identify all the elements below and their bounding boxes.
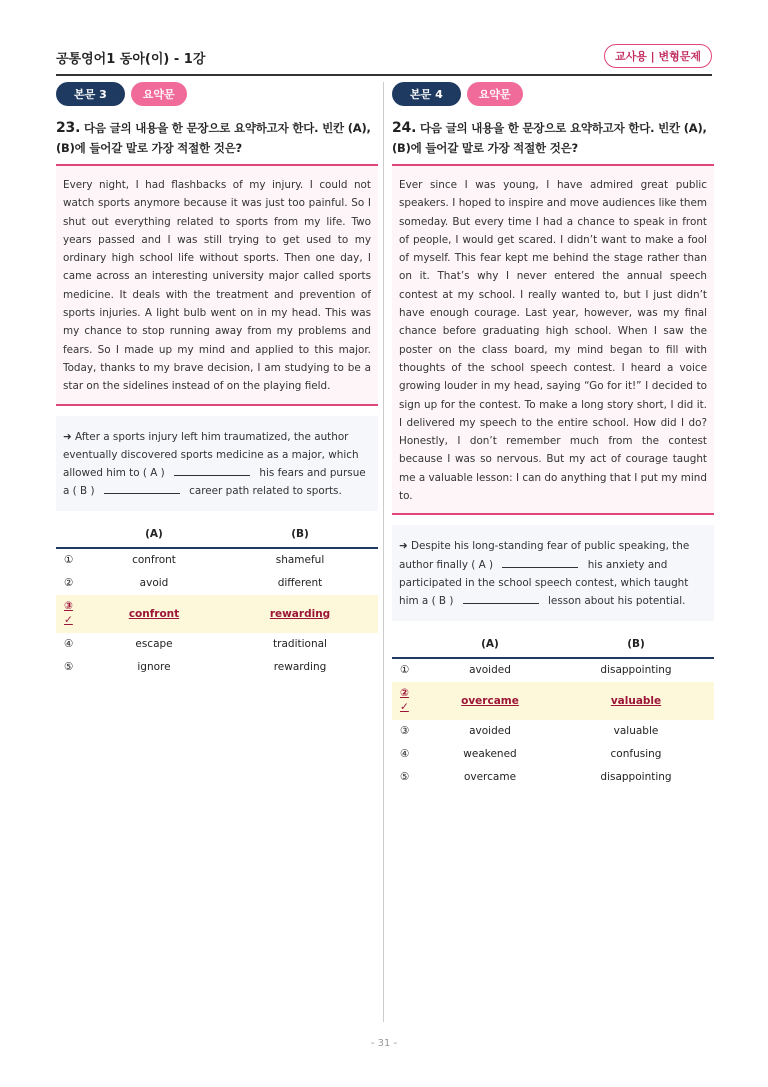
blank-a (502, 567, 578, 568)
summary-part-3: career path related to sports. (189, 485, 342, 498)
choice-number: ③ ✓ (64, 599, 73, 626)
choice-number: ② (64, 576, 74, 589)
choice-number: ⑤ (400, 770, 410, 783)
choice-number: ④ (64, 637, 74, 650)
choices-table (56, 523, 378, 679)
question-number: 24. (392, 120, 417, 136)
choice-b: shameful (275, 553, 325, 566)
question-23 (56, 82, 378, 679)
header-b: (B) (291, 527, 309, 540)
choice-a: avoided (469, 663, 511, 676)
type-pill: 요약문 (467, 82, 523, 106)
choice-b: confusing (610, 747, 662, 760)
type-pill: 요약문 (131, 82, 187, 106)
question-number: 23. (56, 120, 81, 136)
choices-table (392, 633, 714, 789)
choice-row[interactable] (56, 572, 378, 595)
check-icon: ✓ (400, 700, 409, 713)
header-a: (A) (145, 527, 163, 540)
summary-sentence (392, 525, 714, 620)
column-divider (383, 82, 384, 1022)
choice-b: disappointing (600, 770, 672, 783)
question-prompt (56, 118, 378, 166)
passage-text: Every night, I had flashbacks of my injury. I could not watch sports anymore because it was just too painful. So I shut out everything related to sports from my life. Two years passed and I was still trying to get used to my ordinary high school life without sports. Then one day, I came across an interesting university major called sports medicine. It deals with the treatment and prevention of sports injuries. A light bulb went on in my head. This was my chance to stop running away from my problems and fears. So I made up my mind and applied to this major. Today, thanks to my brave decision, I am studying to be a star on the sidelines instead of on the playing field. (56, 166, 378, 406)
choice-number: ① (64, 553, 74, 566)
choice-b: different (277, 576, 323, 589)
choice-a: ignore (137, 660, 171, 673)
header-a: (A) (481, 637, 499, 650)
question-prompt (392, 118, 714, 166)
summary-sentence (56, 416, 378, 511)
choice-a: overcame (461, 694, 519, 707)
summary-part-1: ➜ Despite his long-standing fear of public speaking, the author finally ( A ) (399, 540, 690, 571)
question-tags (56, 82, 378, 106)
choices-header (56, 523, 378, 549)
page-title: 공통영어1 동아(이) - 1강 (56, 52, 206, 67)
choice-a: avoided (469, 724, 511, 737)
section-pill: 본문 3 (56, 82, 125, 106)
question-text: 다음 글의 내용을 한 문장으로 요약하고자 한다. 빈칸 (A), (B)에 들어갈 말로 가장 적절한 것은? (392, 121, 707, 155)
choice-b: valuable (610, 694, 662, 707)
choice-number: ④ (400, 747, 410, 760)
summary-part-1: ➜ After a sports injury left him traumatized, the author eventually discovered sports medicine as a major, which allowed him to ( A ) (63, 430, 359, 480)
check-icon: ✓ (64, 613, 73, 626)
choice-row[interactable] (392, 659, 714, 682)
passage-text: Ever since I was young, I have admired great public speakers. I hoped to inspire and move audiences like them someday. But every time I had a chance to speak in front of people, I would get scared. I didn’t want to make a fool of myself. This fear kept me behind the stage rather than on it. That’s why I never entered the annual speech contest at my school. I really wanted to, but I just didn’t have enough courage. Last year, however, was my final chance before graduating high school. When I saw the poster on the class board, my mind began to fill with thoughts of the school speech contest. I heard a voice growing louder in my head, saying “Go for it!” I decided to sign up for the contest. To make a long story short, I did it. I delivered my speech to the entire school. How did I do? Honestly, I don’t remember much from the contest because I was so nervous. But my act of courage taught me a valuable lesson: I can do anything that I put my mind to. (392, 166, 714, 515)
choice-b: valuable (613, 724, 659, 737)
blank-a (174, 475, 250, 476)
choice-row[interactable] (56, 656, 378, 679)
choice-row[interactable] (392, 743, 714, 766)
choice-a: confront (128, 607, 180, 620)
choice-a: avoid (139, 576, 169, 589)
summary-part-2: his fears and pursue a ( B ) (63, 467, 366, 498)
question-24 (392, 82, 714, 789)
page-number: - 31 - (370, 1038, 398, 1049)
section-pill: 본문 4 (392, 82, 461, 106)
choice-b: rewarding (273, 660, 327, 673)
choice-number: ① (400, 663, 410, 676)
choice-row[interactable] (392, 720, 714, 743)
question-text: 다음 글의 내용을 한 문장으로 요약하고자 한다. 빈칸 (A), (B)에 들어갈 말로 가장 적절한 것은? (56, 121, 371, 155)
choice-row[interactable] (56, 549, 378, 572)
choice-number: ② ✓ (400, 686, 409, 713)
choice-b: disappointing (600, 663, 672, 676)
choice-row-correct[interactable] (56, 595, 378, 633)
teacher-badge: 교사용 | 변형문제 (604, 44, 712, 68)
page-header (56, 44, 712, 76)
header-b: (B) (627, 637, 645, 650)
choice-row[interactable] (56, 633, 378, 656)
choice-a: overcame (463, 770, 517, 783)
choice-a: confront (132, 553, 176, 566)
choice-b: rewarding (269, 607, 331, 620)
summary-part-3: lesson about his potential. (548, 595, 686, 608)
blank-b (463, 603, 539, 604)
question-tags (392, 82, 714, 106)
choice-row-correct[interactable] (392, 682, 714, 720)
choice-row[interactable] (392, 766, 714, 789)
choice-number: ⑤ (64, 660, 74, 673)
summary-part-2: his anxiety and participated in the school speech contest, which taught him a ( B ) (399, 558, 689, 608)
choice-b: traditional (273, 637, 327, 650)
blank-b (104, 493, 180, 494)
choice-a: weakened (463, 747, 517, 760)
choices-header (392, 633, 714, 659)
choice-number: ③ (400, 724, 410, 737)
choice-a: escape (135, 637, 173, 650)
